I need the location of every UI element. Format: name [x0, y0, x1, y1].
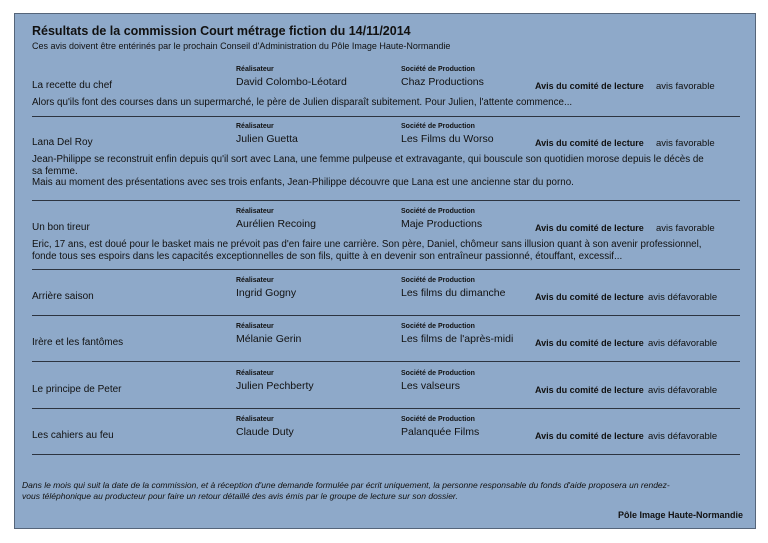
- committee-verdict: avis favorable: [656, 81, 715, 92]
- committee-verdict: avis défavorable: [648, 338, 718, 349]
- footer-note-line: vous téléphonique au producteur pour faire un retour détaillé des avis émis par le groupe de lecture sur son dossier.: [22, 491, 458, 501]
- director-label: Réalisateur: [236, 323, 274, 330]
- divider: [32, 361, 740, 362]
- producer-label: Société de Production: [401, 370, 475, 377]
- film-title: Les cahiers au feu: [32, 430, 114, 441]
- producer-name: Palanquée Films: [401, 426, 480, 438]
- film-entry: [32, 208, 740, 262]
- director-label: Réalisateur: [236, 123, 274, 130]
- divider: [32, 116, 740, 117]
- footer-note-line: Dans le mois qui suit la date de la commission, et à réception d'une demande formulée par écrit uniquement, la personne responsable du fonds d'aide proposera un rendez-: [22, 480, 670, 490]
- committee-label: Avis du comité de lecture: [535, 431, 644, 441]
- producer-name: Les valseurs: [401, 380, 460, 392]
- summary-line: Alors qu'ils font des courses dans un supermarché, le père de Julien disparaît subitement. Pour Julien, l'attente commence...: [32, 97, 573, 108]
- divider: [32, 315, 740, 316]
- director-name: Mélanie Gerin: [236, 333, 302, 345]
- committee-verdict: avis favorable: [656, 138, 715, 149]
- producer-label: Société de Production: [401, 323, 475, 330]
- film-summary: [32, 97, 740, 109]
- results-sheet: [14, 13, 756, 529]
- film-title: Arrière saison: [32, 291, 94, 302]
- producer-name: Chaz Productions: [401, 76, 484, 88]
- director-name: Julien Guetta: [236, 133, 298, 145]
- film-title: Un bon tireur: [32, 222, 90, 233]
- committee-label: Avis du comité de lecture: [535, 223, 644, 233]
- divider: [32, 408, 740, 409]
- film-entry: [32, 370, 740, 396]
- committee-label: Avis du comité de lecture: [535, 81, 644, 91]
- producer-label: Société de Production: [401, 277, 475, 284]
- page-subtitle: Ces avis doivent être entérinés par le prochain Conseil d'Administration du Pôle Image Haute-Normandie: [32, 41, 451, 51]
- producer-label: Société de Production: [401, 416, 475, 423]
- director-label: Réalisateur: [236, 277, 274, 284]
- producer-label: Société de Production: [401, 123, 475, 130]
- summary-line: Mais au moment des présentations avec ses trois enfants, Jean-Philippe découvre que Lana est une ancienne star du porno.: [32, 177, 574, 188]
- footer-note: [22, 480, 734, 502]
- summary-line: sa femme.: [32, 165, 78, 177]
- committee-label: Avis du comité de lecture: [535, 292, 644, 302]
- director-label: Réalisateur: [236, 416, 274, 423]
- committee-label: Avis du comité de lecture: [535, 385, 644, 395]
- film-summary: [32, 154, 740, 189]
- director-name: David Colombo-Léotard: [236, 76, 347, 88]
- committee-verdict: avis défavorable: [648, 292, 718, 303]
- film-title: Irère et les fantômes: [32, 337, 124, 348]
- committee-verdict: avis défavorable: [648, 431, 718, 442]
- director-name: Ingrid Gogny: [236, 287, 297, 299]
- committee-label: Avis du comité de lecture: [535, 138, 644, 148]
- director-label: Réalisateur: [236, 208, 274, 215]
- film-entry: [32, 277, 740, 303]
- divider: [32, 200, 740, 201]
- committee-verdict: avis défavorable: [648, 385, 718, 396]
- film-entry: [32, 123, 740, 189]
- producer-name: Les Films du Worso: [401, 133, 494, 145]
- producer-name: Les films de l'après-midi: [401, 333, 514, 345]
- director-label: Réalisateur: [236, 66, 274, 73]
- film-title: La recette du chef: [32, 80, 113, 91]
- producer-name: Les films du dimanche: [401, 287, 506, 299]
- director-name: Julien Pechberty: [236, 380, 314, 392]
- film-summary: [32, 239, 740, 262]
- producer-label: Société de Production: [401, 66, 475, 73]
- divider: [32, 454, 740, 455]
- summary-line: Jean-Philippe se reconstruit enfin depuis qu'il sort avec Lana, une femme pulpeuse et extravagante, qui bouscule son quotidien morose depuis le décès de: [32, 154, 704, 165]
- film-entry: [32, 323, 740, 349]
- director-name: Aurélien Recoing: [236, 218, 316, 230]
- producer-label: Société de Production: [401, 208, 475, 215]
- film-entry: [32, 416, 740, 442]
- summary-line: fonde tous ses espoirs dans les capacités exceptionnelles de son fils, quitte à en devenir son entraîneur passionné, étouffant, excessif...: [32, 250, 623, 262]
- divider: [32, 269, 740, 270]
- committee-label: Avis du comité de lecture: [535, 338, 644, 348]
- film-title: Le principe de Peter: [32, 384, 122, 395]
- director-name: Claude Duty: [236, 426, 294, 438]
- committee-verdict: avis favorable: [656, 223, 715, 234]
- organization-signature: Pôle Image Haute-Normandie: [617, 510, 743, 520]
- director-label: Réalisateur: [236, 370, 274, 377]
- page-title: Résultats de la commission Court métrage fiction du 14/11/2014: [32, 24, 411, 38]
- producer-name: Maje Productions: [401, 218, 483, 230]
- film-entry: [32, 66, 740, 109]
- summary-line: Eric, 17 ans, est doué pour le basket mais ne prévoit pas d'en faire une carrière. Son père, Daniel, chômeur sans illusion quant à son avenir professionnel,: [32, 239, 702, 250]
- film-title: Lana Del Roy: [32, 137, 93, 148]
